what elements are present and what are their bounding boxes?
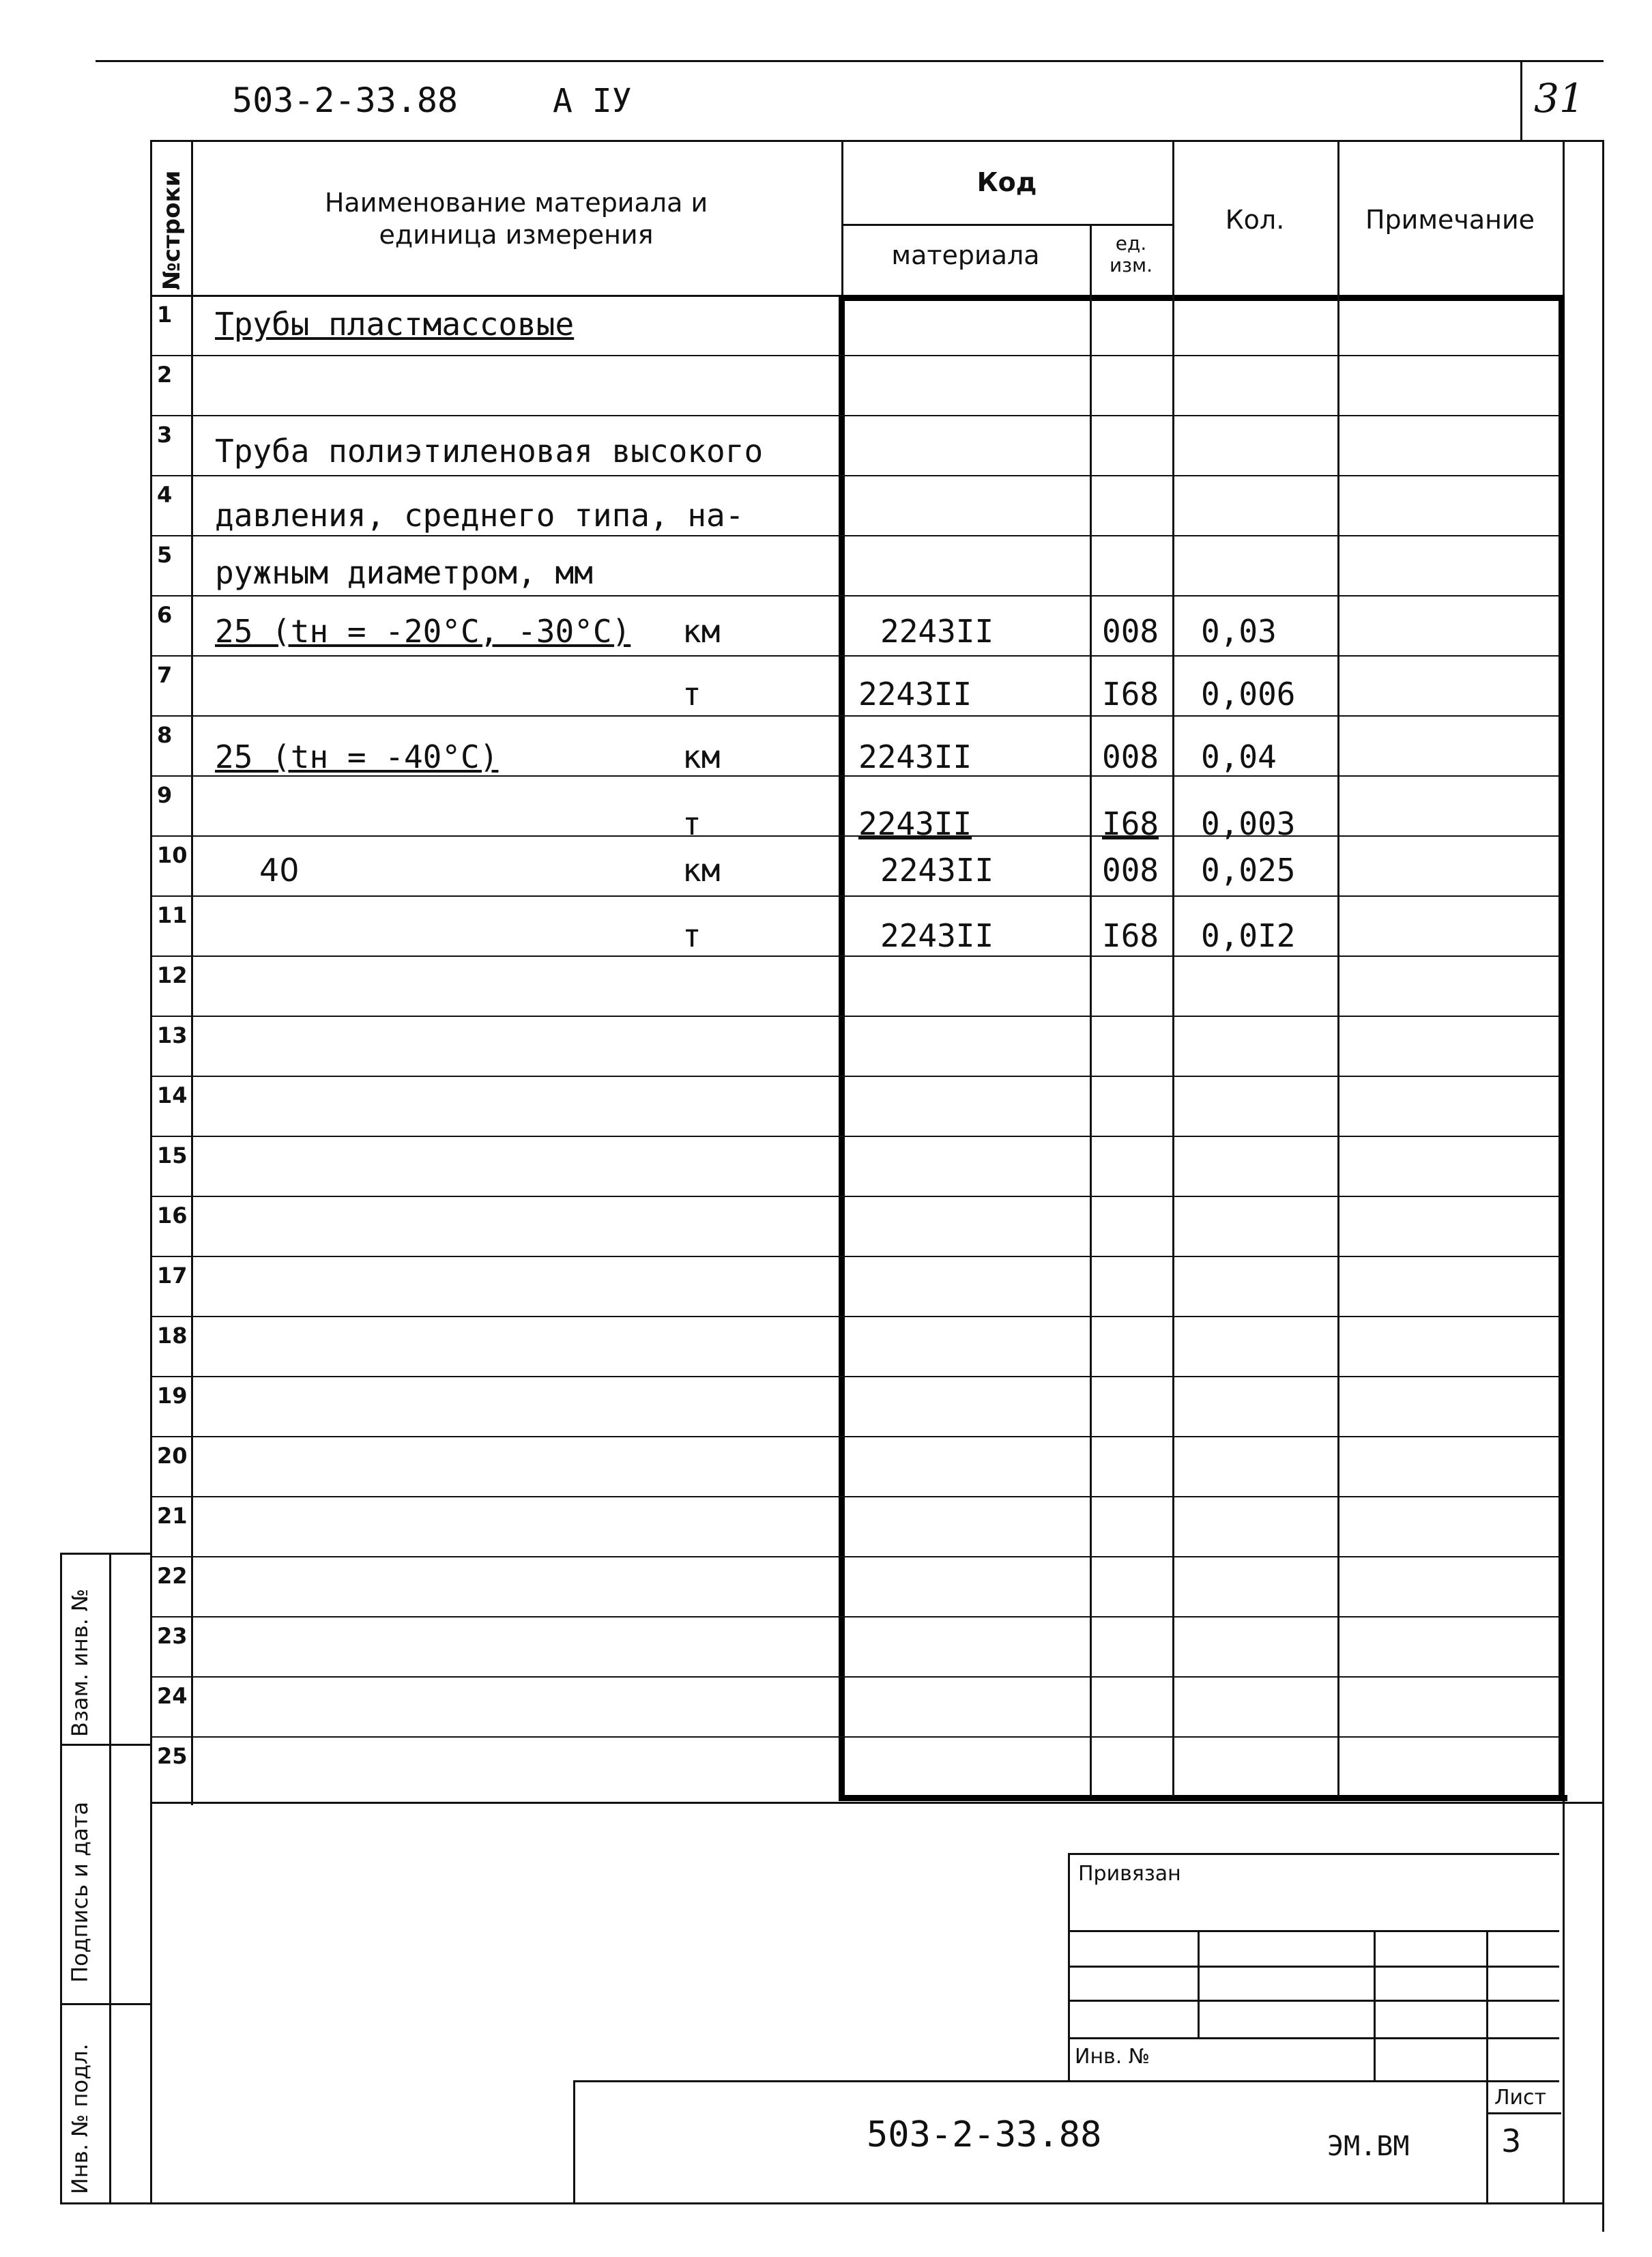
sheet-label: Лист — [1494, 2086, 1547, 2110]
table-row-unit: км — [682, 613, 721, 650]
table-row-name: 40 — [259, 852, 300, 889]
row-separator — [150, 475, 1561, 476]
row-number: 21 — [157, 1503, 188, 1529]
row-separator — [150, 535, 1561, 536]
table-row-code: 2243II — [880, 917, 994, 954]
row-number: 18 — [157, 1323, 188, 1349]
row-number: 13 — [157, 1022, 188, 1048]
row-separator — [150, 1256, 1561, 1257]
row-number: 22 — [157, 1563, 188, 1589]
row-separator — [150, 355, 1561, 356]
podpis-data-label: Подпись и дата — [67, 1801, 93, 1983]
row-separator — [150, 1736, 1561, 1738]
row-separator — [150, 1376, 1561, 1377]
row-number: 1 — [157, 302, 173, 328]
row-number: 9 — [157, 782, 173, 808]
stamp-doc-code: 503-2-33.88 — [867, 2114, 1102, 2155]
privyazan-label: Привязан — [1078, 1862, 1181, 1886]
row-number: 14 — [157, 1082, 188, 1108]
vzam-inv-label: Взам. инв. № — [67, 1588, 93, 1737]
row-number: 6 — [157, 602, 173, 628]
inv-podl-label: Инв. № подл. — [67, 2043, 93, 2194]
row-separator — [150, 655, 1561, 657]
row-number: 17 — [157, 1263, 188, 1289]
row-number: 4 — [157, 482, 173, 508]
row-number: 5 — [157, 542, 173, 568]
row-separator — [150, 595, 1561, 596]
rownum-label: №строки — [158, 170, 186, 290]
page-number: 31 — [1534, 75, 1584, 121]
stamp-doc-mark: ЭМ.ВМ — [1327, 2131, 1410, 2162]
table-row-qty: 0,04 — [1201, 738, 1277, 775]
code-material-header: материала — [891, 240, 1040, 270]
table-row-code: 2243II — [858, 805, 972, 842]
row-separator — [150, 1556, 1561, 1557]
row-separator — [150, 835, 1561, 837]
row-separator — [150, 1496, 1561, 1497]
table-row-unit: км — [682, 738, 721, 775]
row-number: 25 — [157, 1743, 188, 1769]
row-separator — [150, 715, 1561, 717]
row-separator — [150, 1676, 1561, 1678]
name-header-line1: Наименование материала и — [324, 188, 708, 218]
row-separator — [150, 895, 1561, 897]
table-row-unit: т — [682, 805, 701, 842]
row-separator — [150, 1436, 1561, 1437]
row-number: 2 — [157, 362, 173, 388]
row-separator — [150, 1316, 1561, 1317]
table-row-unit: км — [682, 852, 721, 889]
table-row-name: 25 (tн = -20°С, -30°С) — [215, 613, 631, 650]
row-separator — [150, 1076, 1561, 1077]
row-number: 19 — [157, 1383, 188, 1409]
row-number: 23 — [157, 1623, 188, 1649]
table-row-name: Трубы пластмассовые — [215, 306, 575, 343]
row-number: 10 — [157, 842, 188, 868]
table-row-qty: 0,03 — [1201, 613, 1277, 650]
row-separator — [150, 1136, 1561, 1137]
unit-header-line2: изм. — [1109, 254, 1153, 276]
table-row-unit: т — [682, 917, 701, 954]
table-row-qty: 0,025 — [1201, 852, 1296, 889]
row-separator — [150, 1616, 1561, 1618]
row-number: 24 — [157, 1683, 188, 1709]
row-number: 11 — [157, 902, 188, 928]
table-row-unit: т — [682, 676, 701, 713]
document-code: 503-2-33.88 — [232, 81, 459, 120]
row-number: 15 — [157, 1142, 188, 1168]
row-number: 8 — [157, 722, 173, 748]
name-header-line2: единица измерения — [379, 220, 654, 250]
table-row-qty: 0,006 — [1201, 676, 1296, 713]
table-row-name: 25 (tн = -40°С) — [215, 738, 499, 775]
row-number: 16 — [157, 1203, 188, 1228]
row-number: 20 — [157, 1443, 188, 1469]
row-separator — [150, 1016, 1561, 1017]
note-header: Примечание — [1365, 205, 1535, 235]
row-separator — [150, 955, 1561, 957]
row-number: 3 — [157, 422, 173, 448]
code-header: Код — [976, 167, 1037, 197]
table-row-qty: 0,003 — [1201, 805, 1296, 842]
sheet-value: 3 — [1501, 2123, 1522, 2159]
document-suffix: А IУ — [553, 82, 632, 120]
table-row-code: 2243II — [858, 738, 972, 775]
table-row-code: 2243II — [880, 613, 994, 650]
table-row-code: 2243II — [858, 676, 972, 713]
table-row-qty: 0,0I2 — [1201, 917, 1296, 954]
unit-header-line1: ед. — [1115, 232, 1147, 255]
qty-header: Кол. — [1225, 205, 1285, 235]
inv-no-label: Инв. № — [1075, 2045, 1150, 2069]
row-number: 7 — [157, 662, 173, 688]
table-row-name: ружным диаметром, мм — [215, 554, 593, 591]
row-separator — [150, 1196, 1561, 1197]
table-row-unitcode: I68 — [1102, 805, 1159, 842]
row-separator — [150, 415, 1561, 416]
table-row-name: давления, среднего типа, на- — [215, 497, 744, 534]
table-row-unitcode: 008 — [1102, 613, 1159, 650]
row-number: 12 — [157, 962, 188, 988]
table-row-unitcode: 008 — [1102, 738, 1159, 775]
table-row-unitcode: I68 — [1102, 676, 1159, 713]
table-row-name: Труба полиэтиленовая высокого — [215, 433, 764, 470]
table-row-unitcode: 008 — [1102, 852, 1159, 889]
table-row-code: 2243II — [880, 852, 994, 889]
table-row-unitcode: I68 — [1102, 917, 1159, 954]
row-separator — [150, 775, 1561, 777]
